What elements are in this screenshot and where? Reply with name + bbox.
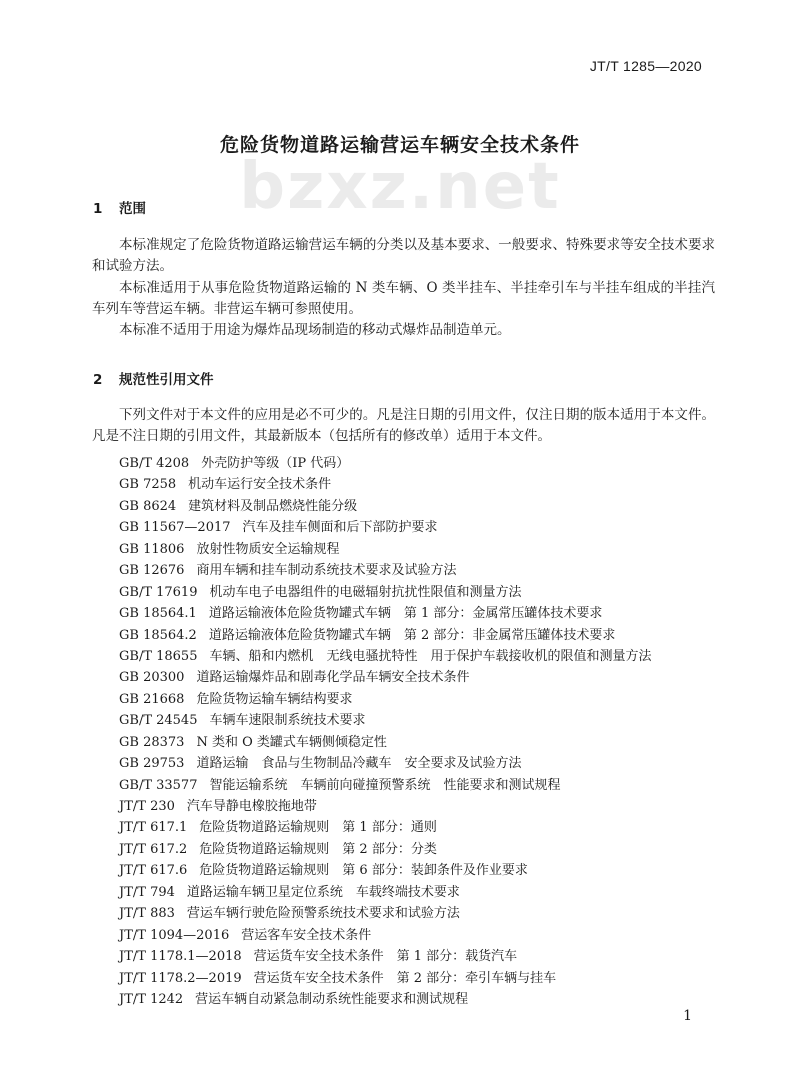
reference-title: 道路运输液体危险货物罐式车辆 第 2 部分：非金属常压罐体技术要求 <box>208 627 616 643</box>
reference-title: 车辆车速限制系统技术要求 <box>209 713 366 729</box>
document-title: 危险货物道路运输营运车辆安全技术条件 <box>219 134 580 156</box>
section-2-title: 规范性引用文件 <box>119 372 214 388</box>
section-2-intro: 下列文件对于本文件的应用是必不可少的。凡是注日期的引用文件，仅注日期的版本适用于本文件。凡是不注日期的引用文件，其最新版本（包括所有的修改单）适用于本文件。 <box>92 407 715 444</box>
reference-title: 危险货物运输车辆结构要求 <box>196 691 353 707</box>
reference-code: JT/T 794 <box>119 884 175 900</box>
reference-code: JT/T 617.2 <box>119 841 188 857</box>
reference-code: GB 7258 <box>119 477 177 493</box>
section-1-heading <box>93 197 146 217</box>
reference-title: 商用车辆和挂车制动系统技术要求及试验方法 <box>196 563 457 579</box>
reference-code: GB 21668 <box>119 691 185 707</box>
reference-code: GB 11567—2017 <box>119 520 231 536</box>
reference-item <box>119 817 719 838</box>
reference-code: GB 8624 <box>119 498 177 514</box>
reference-code: GB 20300 <box>119 670 185 686</box>
reference-title: 危险货物道路运输规则 第 2 部分：分类 <box>199 841 437 857</box>
reference-title: 道路运输液体危险货物罐式车辆 第 1 部分：金属常压罐体技术要求 <box>208 606 603 622</box>
reference-title: 道路运输爆炸品和剧毒化学品车辆安全技术条件 <box>196 670 470 686</box>
reference-title: 智能运输系统 车辆前向碰撞预警系统 性能要求和测试规程 <box>209 777 561 793</box>
reference-code: GB 18564.1 <box>119 606 197 622</box>
reference-code: GB 28373 <box>119 734 185 750</box>
reference-item <box>119 582 719 603</box>
reference-title: 危险货物道路运输规则 第 1 部分：通则 <box>199 820 437 836</box>
reference-item <box>119 925 719 946</box>
reference-title: 建筑材料及制品燃烧性能分级 <box>188 498 358 514</box>
watermark: bzxz.net <box>239 150 561 224</box>
reference-code: JT/T 1242 <box>119 991 184 1007</box>
section-1-title: 范围 <box>119 201 146 217</box>
reference-item <box>119 496 719 517</box>
reference-code: GB 18564.2 <box>119 627 197 643</box>
reference-item <box>119 775 719 796</box>
reference-title: N 类和 O 类罐式车辆侧倾稳定性 <box>196 734 387 750</box>
reference-item <box>119 453 719 474</box>
reference-code: GB/T 24545 <box>119 713 198 729</box>
reference-code: GB/T 17619 <box>119 584 198 600</box>
reference-item <box>119 989 719 1010</box>
reference-title: 营运货车安全技术条件 第 1 部分：载货汽车 <box>253 949 518 965</box>
reference-item <box>119 796 719 817</box>
section-2-heading <box>93 368 214 388</box>
reference-item <box>119 860 719 881</box>
reference-code: GB 12676 <box>119 563 185 579</box>
section-2-number: 2 <box>93 372 103 388</box>
reference-item <box>119 968 719 989</box>
page-number: 1 <box>683 1008 692 1024</box>
reference-code: JT/T 1094—2016 <box>119 927 230 943</box>
reference-code: JT/T 1178.2—2019 <box>119 970 242 986</box>
section-1-paragraph-2: 本标准适用于从事危险货物道路运输的 N 类车辆、O 类半挂车、半挂牵引车与半挂车组成的半挂汽车列车等营运车辆。非营运车辆可参照使用。 <box>92 280 715 317</box>
reference-item <box>119 667 719 688</box>
reference-title: 营运车辆自动紧急制动系统性能要求和测试规程 <box>195 991 469 1007</box>
reference-item <box>119 753 719 774</box>
reference-item <box>119 839 719 860</box>
reference-item <box>119 517 719 538</box>
reference-title: 放射性物质安全运输规程 <box>196 541 340 557</box>
reference-title: 外壳防护等级（IP 代码） <box>201 456 350 471</box>
reference-title: 汽车及挂车侧面和后下部防护要求 <box>242 520 438 536</box>
reference-code: JT/T 617.1 <box>119 820 188 836</box>
reference-item <box>119 689 719 710</box>
reference-code: GB/T 4208 <box>119 456 190 471</box>
reference-code: GB 29753 <box>119 756 185 772</box>
reference-item <box>119 625 719 646</box>
reference-title: 道路运输 食品与生物制品冷藏车 安全要求及试验方法 <box>196 756 522 772</box>
reference-item <box>119 710 719 731</box>
reference-title: 营运货车安全技术条件 第 2 部分：牵引车辆与挂车 <box>253 970 557 986</box>
reference-code: JT/T 1178.1—2018 <box>119 949 242 965</box>
section-1-number: 1 <box>93 201 103 217</box>
reference-code: GB 11806 <box>119 541 185 557</box>
reference-title: 营运车辆行驶危险预警系统技术要求和试验方法 <box>186 906 460 922</box>
reference-title: 道路运输车辆卫星定位系统 车载终端技术要求 <box>186 884 460 900</box>
reference-title: 危险货物道路运输规则 第 6 部分：装卸条件及作业要求 <box>199 863 528 879</box>
reference-list <box>119 453 719 1010</box>
section-1-paragraph-3: 本标准不适用于用途为爆炸品现场制造的移动式爆炸品制造单元。 <box>119 322 511 338</box>
reference-item <box>119 882 719 903</box>
reference-item <box>119 946 719 967</box>
reference-title: 汽车导静电橡胶拖地带 <box>186 799 317 814</box>
standard-code: JT/T 1285—2020 <box>589 58 702 74</box>
section-1-paragraph-1: 本标准规定了危险货物道路运输营运车辆的分类以及基本要求、一般要求、特殊要求等安全技术要求和试验方法。 <box>92 237 715 274</box>
reference-item <box>119 539 719 560</box>
reference-title: 机动车电子电器组件的电磁辐射抗扰性限值和测量方法 <box>209 584 522 600</box>
reference-code: GB/T 18655 <box>119 648 198 664</box>
reference-title: 车辆、船和内燃机 无线电骚扰特性 用于保护车载接收机的限值和测量方法 <box>209 648 652 664</box>
reference-title: 机动车运行安全技术条件 <box>188 477 332 493</box>
reference-code: JT/T 617.6 <box>119 863 188 879</box>
reference-item <box>119 646 719 667</box>
reference-item <box>119 560 719 581</box>
reference-item <box>119 732 719 753</box>
reference-item <box>119 474 719 495</box>
reference-code: JT/T 230 <box>119 799 175 814</box>
reference-title: 营运客车安全技术条件 <box>241 927 372 943</box>
reference-item <box>119 603 719 624</box>
reference-code: GB/T 33577 <box>119 777 198 793</box>
reference-code: JT/T 883 <box>119 906 175 922</box>
reference-item <box>119 903 719 924</box>
